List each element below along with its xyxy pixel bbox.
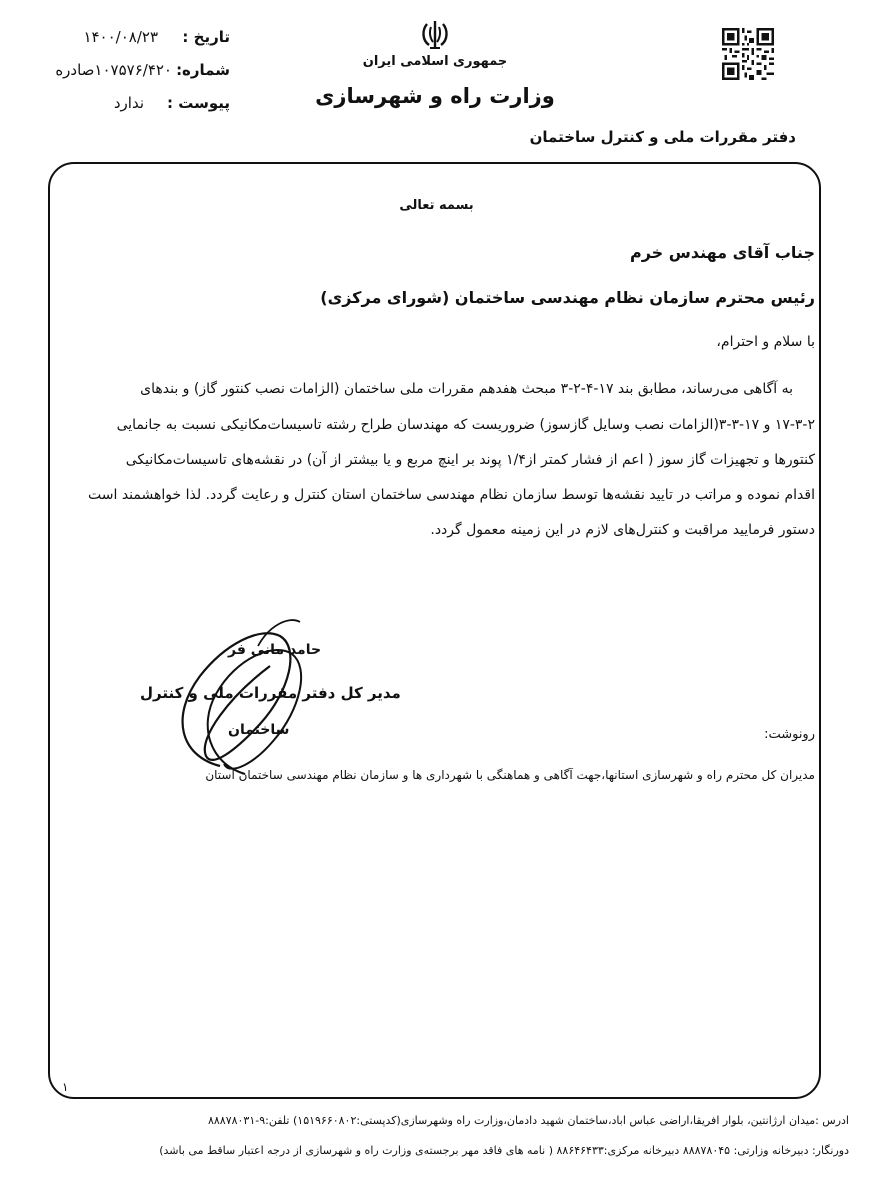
body-line-4: اقدام نموده و مراتب در تایید نقشه‌ها توسط سازمان نظام مهندسی ساختمان استان کنترل و رعایت گردد. لذا خواهشمند است [88, 487, 815, 503]
attachment-row [20, 94, 230, 116]
ministry-title: وزارت راه و شهرسازی [315, 84, 555, 108]
republic-title: جمهوری اسلامی ایران [362, 54, 508, 69]
date-row [20, 28, 230, 50]
attachment-label: پیوست : [166, 94, 230, 112]
number-value: ۱۰۷۵۷۶/۴۲۰صادره [55, 61, 172, 79]
body-line-1: به آگاهی می‌رساند، مطابق بند ۱۷-۴-۲-۳ مبحث هفدهم مقررات ملی ساختمان (الزامات نصب کنتور گاز) و بندهای [140, 381, 793, 397]
recipient-name: جناب آقای مهندس خرم [629, 243, 815, 262]
office-name: دفتر مقررات ملی و کنترل ساختمان [529, 128, 796, 146]
page-number: ۱ [62, 1080, 69, 1094]
body-line-5: دستور فرمایید مراقبت و کنترل‌های لازم در این زمینه معمول گردد. [430, 522, 815, 538]
body-line-3: کنتورها و تجهیزات گاز سوز ( اعم از فشار کمتر از۱/۴ پوند بر اینچ مربع و یا بیشتر از آن) در نقشه‌های تاسیسات‌مکانیکی [125, 452, 815, 468]
bismillah-heading: بسمه تعالی [399, 198, 474, 213]
qr-code-icon [722, 28, 774, 80]
footer-fax: دورنگار: دبیرخانه وزارتی: ۸۸۸۷۸۰۴۵ دبیرخانه مرکزی:۸۸۶۴۶۴۳۳ ( نامه های فاقد مهر برجسته‌ی وزارت راه و شهرسازی از درجه اعتبار ساقط می باشد) [159, 1144, 849, 1157]
number-label: شماره: [176, 61, 230, 79]
signer-title-continued: ساختمان [228, 722, 290, 738]
date-value: ۱۴۰۰/۰۸/۲۳ [83, 28, 158, 46]
greeting: با سلام و احترام، [716, 334, 815, 350]
cc-label: رونوشت: [764, 727, 815, 742]
body-line-2: ۱۷-۳-۲ و ۱۷-۳-۳(الزامات نصب وسایل گازسوز) ضروریست که مهندسان طراح رشته تاسیسات‌مکانیکی نسبت به جانمایی [116, 417, 815, 433]
iran-emblem-icon [418, 18, 452, 52]
cc-recipients: مدیران کل محترم راه و شهرسازی استانها،جهت آگاهی و هماهنگی با شهرداری ها و سازمان نظام مهندسی ساختمان استان [205, 768, 815, 782]
signer-title: مدیر کل دفتر مقررات ملی و کنترل [140, 684, 401, 702]
recipient-title: رئیس محترم سازمان نظام مهندسی ساختمان (شورای مرکزی) [320, 288, 815, 307]
number-row [20, 61, 230, 83]
signer-name: حامد مانی فر [228, 642, 322, 658]
date-label: تاریخ : [182, 28, 230, 46]
attachment-value: ندارد [113, 94, 144, 112]
footer-address: ادرس :میدان ارژانتین، بلوار افریقا،اراضی عباس اباد،ساختمان شهید دادمان،وزارت راه وشهرسازی(کدپستی:۱۵۱۹۶۶۰۸۰۲) تلفن:۹-۸۸۸۷۸۰۳۱ [207, 1114, 849, 1127]
